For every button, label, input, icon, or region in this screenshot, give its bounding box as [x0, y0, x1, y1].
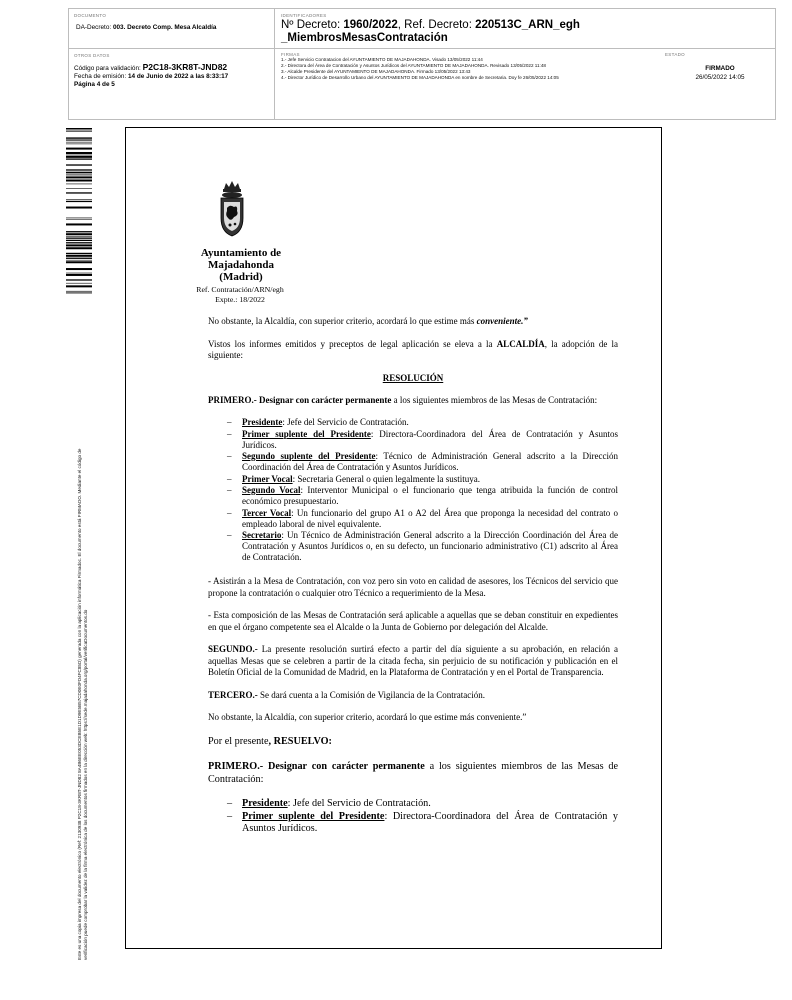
identifiers-cell [275, 9, 775, 49]
barcode-bar [66, 188, 92, 189]
member-description: : Directora-Coordinadora del Área de Contratación y Asuntos Jurídicos. [242, 810, 618, 834]
text-run: No obstante, la Alcaldía, con superior criterio, acordará lo que estime más [208, 316, 477, 326]
member-role: Primer suplente del Presidente [242, 428, 371, 439]
barcode-bar [66, 138, 92, 139]
status-cell [665, 49, 775, 119]
document-header [68, 8, 776, 120]
organization-line: Majadahonda [207, 259, 275, 271]
text-run: , RESUELVO: [268, 735, 332, 747]
text-run: PRIMERO.- Designar con carácter permanente [208, 394, 392, 405]
paragraph-tercero [208, 690, 618, 702]
barcode-bar [66, 273, 92, 274]
list-item [227, 811, 618, 836]
document-name [76, 24, 269, 31]
barcode-bar [66, 238, 92, 239]
issue-label: Fecha de emisión: [74, 73, 127, 80]
barcode-bar [66, 169, 92, 170]
text-run: Se dará cuenta a la Comisión de Vigilancia de la Contratación. [257, 689, 485, 700]
paragraph-final-quote: No obstante, la Alcaldía, con superior criterio, acordará lo que estime más conveniente.” [208, 712, 527, 722]
page-number: Página 4 de 5 [74, 81, 115, 88]
barcode-bar [66, 223, 92, 225]
member-role: Tercer Vocal [242, 507, 292, 518]
member-description: : Jefe del Servicio de Contratación. [282, 417, 409, 427]
text-run: TERCERO.- [208, 689, 258, 700]
list-item [227, 530, 618, 563]
barcode-bar [66, 258, 92, 259]
text-run: La presente resolución surtirá efecto a partir del día siguiente a su aprobación, en relación a aquellas Mesas que se celebren a partir de la citada fecha, sin perjuicio de su notificación y publicación en el Boletín Oficial de la Comunidad de Madrid, en la Plataforma de Contratación y en el Portal de Transparencia. [208, 644, 618, 677]
barcode-bar [66, 172, 92, 173]
barcode-bar [66, 142, 92, 143]
signatures-cell [275, 49, 665, 119]
text-run: a los siguientes miembros de las Mesas de Contratación: [208, 760, 618, 785]
barcode-bar [66, 240, 92, 241]
member-role: Primer Vocal [242, 473, 293, 484]
barcode-bar [66, 131, 92, 132]
paragraph-vistos [208, 339, 618, 362]
document-prefix: DA-Decreto: [76, 24, 112, 31]
barcode-bar [66, 247, 92, 249]
barcode-bar [66, 130, 92, 131]
member-role: Primer suplente del Presidente [242, 810, 385, 822]
barcode-bar [66, 156, 92, 158]
list-item [227, 429, 618, 451]
status-date: 26/05/2022 14:05 [695, 74, 745, 81]
barcode-bar [66, 184, 92, 185]
barcode-bar [66, 260, 92, 261]
list-item [227, 508, 618, 530]
barcode-bar [66, 144, 92, 145]
barcode-bar [66, 199, 92, 200]
text-run: SEGUNDO.- [208, 644, 258, 654]
organization-line: Ayuntamiento de [200, 247, 282, 259]
barcode-bar [66, 231, 92, 232]
barcode-bar [66, 244, 92, 246]
member-role: Presidente [242, 417, 283, 427]
paragraph-asistiran: - Asistirán a la Mesa de Contratación, con voz pero sin voto en calidad de asesores, los Técnicos del servicio que propone la contratación o cualquier otro Técnico a requerimiento de la Mesa. [208, 576, 618, 598]
barcode-bar [66, 148, 92, 150]
status-label: ESTADO [665, 52, 685, 57]
organization-name [190, 247, 292, 283]
signature-entry: 4.- Director Jurídico de Desarrollo Urbano del AYUNTAMIENTO DE MAJADAHONDA en nombre de Secretaria. Doy fe 26/05/2022 14:05 [281, 75, 559, 80]
list-item [227, 485, 618, 507]
decree-number-label: Nº Decreto: [281, 19, 341, 31]
list-item [227, 798, 618, 811]
member-role: Segundo Vocal [242, 485, 301, 495]
text-run: Vistos los informes emitidos y preceptos de legal aplicación se eleva a la [208, 338, 497, 349]
reference-block [180, 285, 300, 304]
barcode-bar [66, 155, 92, 156]
decree-ref-label: , Ref. Decreto: [397, 19, 472, 31]
member-description: : Un funcionario del grupo A1 o A2 del Área que proponga la necesidad del contrato o empleado laboral de nivel equivalente. [242, 507, 618, 529]
barcode-bar [66, 268, 92, 270]
paragraph-composicion: - Esta composición de las Mesas de Contratación será aplicable a aquellas que se deban constituir en expedientes en que el órgano competente sea el Alcalde o la Junta de Gobierno por delegación del Alcalde. [208, 610, 618, 632]
text-run: PRIMERO.- Designar con carácter permanente [208, 760, 425, 772]
barcode-bar [66, 253, 92, 254]
members-list [208, 417, 618, 563]
issue-date: 14 de Junio de 2022 a las 8:33:17 [128, 73, 229, 80]
list-item [227, 451, 618, 473]
document-title: 003. Decreto Comp. Mesa Alcaldía [112, 24, 217, 31]
barcode-bar [66, 164, 92, 165]
member-description: : Técnico de Administración General adscrito a la Dirección Coordinación del Área de Contratación y Asuntos Jurídicos. [242, 451, 618, 472]
validation-row [74, 63, 269, 73]
member-description: : Jefe del Servicio de Contratación. [287, 797, 431, 809]
barcode-bar [66, 158, 92, 159]
validation-code[interactable]: P2C18-3KR8T-JND82 [142, 62, 228, 72]
signature-entry: 2.- Directora del Área de Contratación y Asuntos Jurídicos del AYUNTAMIENTO DE MAJADAHONDA. Revisado 13/05/2022 11:48 [281, 63, 546, 68]
signature-entry: 3.- Alcalde Presidente del AYUNTAMIENTO DE MAJADAHONDA. Firmado 13/05/2022 13:43 [281, 69, 471, 74]
contract-reference: Ref. Contratación/ARN/egh [196, 285, 284, 294]
barcode-bar [66, 201, 92, 202]
document-label: DOCUMENTO [74, 13, 107, 18]
file-number: Expte.: 18/2022 [215, 294, 265, 304]
barcode-bar [66, 274, 92, 276]
members-list-resolution [208, 798, 618, 836]
signature-entry: 1.- Jefe Servicio Contratacion del AYUNTAMIENTO DE MAJADAHONDA. Visado 13/05/2022 11:44 [281, 57, 483, 62]
resolution-heading: RESOLUCIÓN [382, 372, 444, 383]
document-cell [69, 9, 275, 49]
validation-label: Código para validación: [74, 65, 141, 72]
decree-number: 1960/2022 [343, 19, 398, 31]
decree-ref-code-cont: _MiembrosMesasContratación [281, 32, 448, 44]
paragraph-resuelvo [208, 735, 618, 748]
paragraph-segundo [208, 644, 618, 679]
barcode-bar [66, 174, 92, 175]
paragraph-primero [208, 395, 618, 407]
barcode-bar [66, 236, 92, 237]
member-description: : Directora-Coordinadora del Área de Contratación y Asuntos Jurídicos. [242, 428, 618, 450]
text-run: , la adopción de la siguiente: [208, 338, 618, 360]
barcode-bar [66, 176, 92, 178]
list-item [227, 474, 618, 485]
barcode-bar [66, 219, 92, 220]
paragraph-primero-resolution [208, 760, 618, 786]
text-run: conveniente.” [476, 316, 528, 326]
signatures-label: FIRMAS [281, 52, 300, 57]
verification-line: Este es una copia impresa del documento electrónico (Ref: 2130938 P2C18-3KR8T-JND82 8A4B6EE053DCEB5E1D1D9E5B57CD0E0FD4FC85D) generada con la aplicación informática Firmadoc. El documento está FIRMADO. Mediante el código de [77, 448, 82, 960]
decree-identifier [281, 19, 769, 45]
barcode-bar [66, 180, 92, 182]
paragraph-closing-quote [208, 316, 618, 328]
barcode-bar [66, 255, 92, 257]
barcode-bar [66, 137, 92, 138]
barcode-bar [66, 152, 92, 154]
identifiers-label: IDENTIFICADORES [281, 13, 327, 18]
other-data-cell [69, 49, 275, 119]
text-run: ALCALDÍA [496, 338, 545, 349]
organization-line: (Madrid) [219, 271, 263, 283]
barcode-bar [66, 242, 92, 243]
member-role: Segundo suplente del Presidente [242, 451, 376, 461]
member-role: Presidente [242, 797, 288, 809]
barcode-bar [66, 233, 92, 235]
list-item [227, 417, 618, 428]
verification-line: verificación puede comprobar la validez de la firma electrónica de los documentos firmados en la dirección web: https://sede.majadahonda.org/portal/verificaDocumentos.do [83, 609, 88, 960]
member-description: : Un Técnico de Administración General adscrito a la Dirección Coordinación del Área de Contratación y Asuntos Jurídicos o, en su defecto, un funcionario administrativo (C1) adscrito al Área de Contratación. [242, 530, 618, 562]
barcode-image [66, 128, 92, 294]
issue-row [74, 73, 269, 81]
barcode-bar [66, 261, 92, 263]
document-body [208, 316, 618, 849]
barcode-bar [66, 207, 92, 209]
coat-of-arms-logo [215, 180, 249, 240]
barcode-bar [66, 128, 92, 129]
member-description: : Secretaria General o quien legalmente la sustituya. [292, 473, 481, 484]
barcode-bar [66, 140, 92, 141]
resolution-section [208, 735, 618, 836]
barcode-bar [66, 218, 92, 219]
text-run: Por el presente [208, 735, 269, 747]
verification-side-text [77, 280, 99, 960]
status-badge: FIRMADO [705, 65, 735, 72]
barcode-bar [66, 175, 92, 176]
barcode-bar [66, 192, 92, 193]
other-data-label: OTROS DATOS [74, 53, 110, 58]
member-role: Secretario [242, 530, 282, 540]
decree-ref-code: 220513C_ARN_egh [475, 19, 580, 31]
member-description: : Interventor Municipal o el funcionario que tenga atribuida la función de control económico presupuestario. [242, 485, 618, 506]
page-info [74, 81, 269, 89]
text-run: a los siguientes miembros de las Mesas de Contratación: [391, 394, 598, 405]
